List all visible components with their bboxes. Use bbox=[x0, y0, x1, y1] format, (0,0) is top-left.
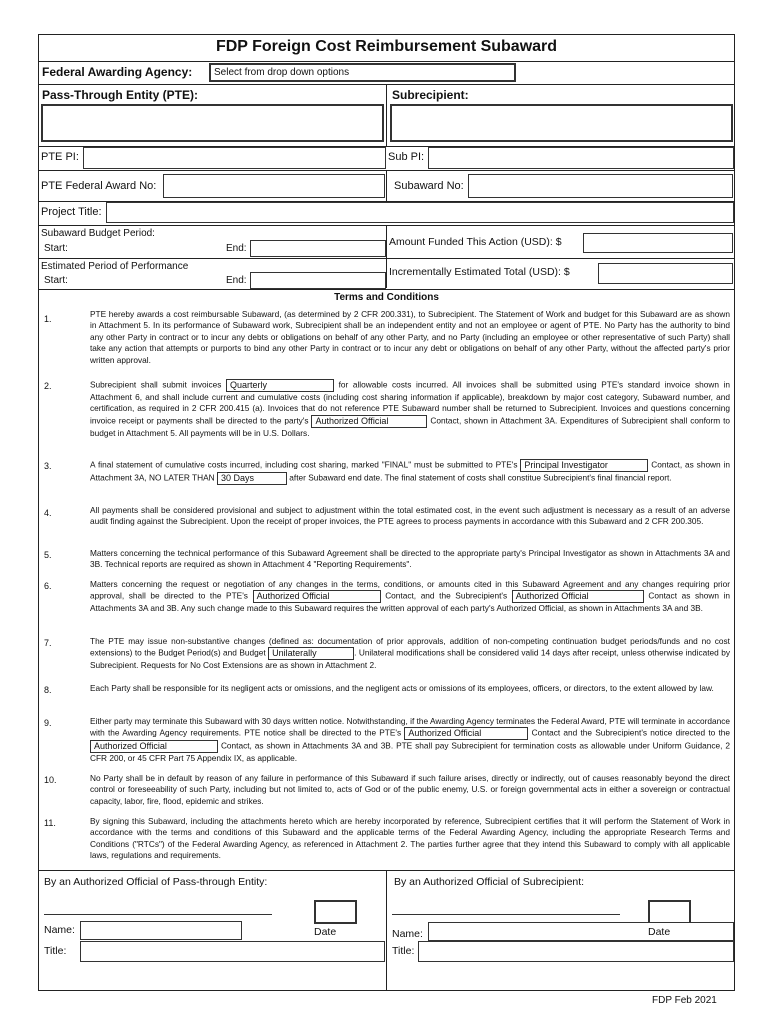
pte-award-no-field[interactable] bbox=[163, 174, 385, 198]
subaward-no-label: Subaward No: bbox=[394, 180, 464, 192]
sub-date-field[interactable] bbox=[648, 900, 691, 924]
divider bbox=[386, 225, 387, 288]
invoice-contact-field[interactable]: Authorized Official bbox=[311, 415, 427, 428]
sub-title-label: Title: bbox=[392, 945, 415, 957]
term-number: 11. bbox=[44, 818, 56, 828]
term-6-text-c: Contact as shown in Attachments 3A and 3B. Any such change made to this Subaward requires the written approval of each party's Authorized Official, as shown in Attachments 3A and 3B. bbox=[90, 591, 731, 614]
term-2-text bbox=[90, 379, 730, 439]
project-title-field[interactable] bbox=[106, 202, 734, 223]
pte-date-label: Date bbox=[314, 926, 337, 938]
sub-signature-line[interactable] bbox=[392, 914, 620, 915]
pte-signer-title-field[interactable] bbox=[80, 941, 385, 962]
form-title: FDP Foreign Cost Reimbursement Subaward bbox=[215, 38, 558, 55]
pte-name-field[interactable] bbox=[41, 104, 384, 142]
divider bbox=[386, 84, 387, 147]
term-3-text-b: Contact, as shown in Attachment 3A, NO LATER THAN bbox=[90, 459, 730, 483]
pte-label: Pass-Through Entity (PTE): bbox=[42, 88, 198, 102]
sub-change-contact-field[interactable]: Authorized Official bbox=[512, 590, 644, 603]
pte-name-label: Name: bbox=[44, 924, 75, 936]
subrecipient-name-field[interactable] bbox=[390, 104, 733, 142]
budget-start-label: Start: bbox=[44, 243, 68, 254]
term-number: 6. bbox=[44, 581, 52, 591]
term-2-text-c: Contact, shown in Attachment 3A. Expenditures of Subrecipient shall conform to budget in Attachment 5. All payments will be in U.S. Dollars. bbox=[90, 415, 731, 438]
subaward-no-field[interactable] bbox=[468, 174, 733, 198]
performance-period-label: Estimated Period of Performance bbox=[41, 261, 189, 272]
term-6-text-b: Contact, and the Subrecipient's bbox=[385, 591, 508, 602]
pte-date-field[interactable] bbox=[314, 900, 357, 924]
pte-signer-name-field[interactable] bbox=[80, 921, 242, 940]
pte-signature-heading: By an Authorized Official of Pass-through Entity: bbox=[44, 876, 268, 888]
term-number: 10. bbox=[44, 775, 57, 785]
term-number: 3. bbox=[44, 461, 52, 471]
final-statement-contact-field[interactable]: Principal Investigator bbox=[520, 459, 648, 472]
pte-title-label: Title: bbox=[44, 945, 67, 957]
term-number: 5. bbox=[44, 550, 52, 560]
budget-end-label: End: bbox=[226, 243, 247, 254]
term-6-text-a: Matters concerning the request or negotiation of any changes in the terms, conditions, or amounts cited in this Subaward Agreement and any changes requiring prior approval, shall be directed to the PTE's bbox=[90, 579, 730, 602]
sub-pi-field[interactable] bbox=[428, 147, 734, 169]
divider bbox=[38, 61, 735, 62]
term-4-text: All payments shall be considered provisional and subject to adjustment within the total estimated cost, in the event such adjustment is necessary as a result of an adverse audit finding against the Subrecipient. Upon the receipt of proper invoices, the PTE agrees to process payments in accordance with this Subaward and 2 CFR 200.305. bbox=[90, 505, 730, 527]
term-9-text-c: Contact, as shown in Attachments 3A and 3B. PTE shall pay Subrecipient for termination costs as allowable under Uniform Guidance, 2 CFR 200, or 45 CFR Part 75 Appendix IX, as applicable. bbox=[90, 741, 730, 764]
terms-heading: Terms and Conditions bbox=[334, 292, 439, 303]
term-11-text: By signing this Subaward, including the attachments hereto which are hereby incorporated by reference, Subrecipient certifies that it will perform the Statement of Work in accordance with the terms and conditions of this Subaward and the applicable terms of the Federal Awarding Agency, including the appropriate Research Terms and Conditions ("RTCs") of the Federal Awarding Agency, as referenced in Attachment 2. The parties further agree that they intend this Subaward to comply with all applicable laws, regulations and requirements. bbox=[90, 816, 730, 861]
budget-change-method-field[interactable]: Unilaterally bbox=[268, 647, 354, 660]
pte-award-no-label: PTE Federal Award No: bbox=[41, 180, 157, 192]
term-number: 7. bbox=[44, 638, 52, 648]
invoice-frequency-field[interactable]: Quarterly bbox=[226, 379, 334, 392]
final-statement-deadline-field[interactable]: 30 Days bbox=[217, 472, 287, 485]
term-2-text-b: for allowable costs incurred. All invoices shall be submitted using PTE's standard invoice shown in Attachment 6, and shall include current and cumulative costs (including cost sharing information if applicable), breakdown by major cost category, Subaward number, and certification, as required in 2 CFR 200.415 (a). Invoices that do not reference PTE Subaward number shall be returned to Subrecipient. Invoices and questions concerning invoice receipt or payments shall be directed to the party's bbox=[90, 379, 730, 426]
sub-signature-heading: By an Authorized Official of Subrecipient: bbox=[394, 876, 585, 888]
divider bbox=[38, 289, 735, 290]
sub-date-label: Date bbox=[648, 926, 671, 938]
performance-end-field[interactable] bbox=[250, 272, 386, 289]
term-3-text-a: A final statement of cumulative costs incurred, including cost sharing, marked "FINAL" must be submitted to PTE's bbox=[90, 459, 518, 470]
divider bbox=[38, 258, 735, 259]
pte-change-contact-field[interactable]: Authorized Official bbox=[253, 590, 381, 603]
term-1-text: PTE hereby awards a cost reimbursable Subaward, (as determined by 2 CFR 200.331), to Subrecipient. The Statement of Work and budget for this Subaward are as shown in Attachment 5. In its performance of Subaward work, Subrecipient shall be an independent entity and not an employee or agent of PTE. No Party has the authority to bind any other Party in contract or to incur any debts or obligations on behalf of any other Party, and no Party (including an employee or other representative of such Party) shall take any action that attempts or purports to bind any other Party in contract or to incur any debt or obligations on behalf of any other Party, without the affected party's prior written approval. bbox=[90, 309, 730, 365]
incremental-total-label: Incrementally Estimated Total (USD): $ bbox=[389, 266, 570, 278]
sub-signer-name-field[interactable] bbox=[428, 922, 734, 941]
pte-pi-label: PTE PI: bbox=[41, 151, 79, 163]
term-9-text-b: Contact and the Subrecipient's notice directed to the bbox=[531, 728, 731, 739]
term-10-text: No Party shall be in default by reason of any failure in performance of this Subaward if such failure arises, directly or indirectly, out of causes reasonably beyond the direct control or foreseeability of such Party, including but not limited to, acts of God or of the public enemy, U.S. or foreign governmental acts in either a sovereign or contractual capacity, labor, fire, flood, epidemic and strikes. bbox=[90, 773, 730, 806]
term-3-text bbox=[90, 459, 730, 485]
performance-end-label: End: bbox=[226, 275, 247, 286]
divider bbox=[386, 870, 387, 991]
term-number: 8. bbox=[44, 685, 52, 695]
sub-pi-label: Sub PI: bbox=[388, 151, 425, 163]
term-8-text: Each Party shall be responsible for its negligent acts or omissions, and the negligent acts or omissions of its employees, officers, or directors, to the extent allowed by law. bbox=[90, 683, 714, 693]
term-number: 4. bbox=[44, 508, 52, 518]
term-number: 2. bbox=[44, 381, 52, 391]
sub-signer-title-field[interactable] bbox=[418, 941, 734, 962]
divider bbox=[386, 170, 387, 201]
sub-name-label: Name: bbox=[392, 928, 423, 940]
pte-signature-line[interactable] bbox=[44, 914, 272, 915]
footer-version: FDP Feb 2021 bbox=[652, 995, 717, 1006]
federal-awarding-agency-dropdown[interactable]: Select from drop down options bbox=[209, 63, 516, 82]
term-6-text bbox=[90, 579, 730, 615]
term-7-text bbox=[90, 636, 730, 672]
pte-termination-contact-field[interactable]: Authorized Official bbox=[404, 727, 528, 740]
amount-funded-label: Amount Funded This Action (USD): $ bbox=[389, 236, 562, 248]
term-number: 9. bbox=[44, 718, 52, 728]
term-5-text: Matters concerning the technical performance of this Subaward Agreement shall be directed to the appropriate party's Principal Investigator as shown in Attachments 3A and 3B. Technical reports are required as shown in Attachment 4 "Reporting Requirements". bbox=[90, 548, 730, 570]
amount-funded-field[interactable] bbox=[583, 233, 733, 253]
budget-end-field[interactable] bbox=[250, 240, 386, 257]
incremental-total-field[interactable] bbox=[598, 263, 733, 284]
term-9-text bbox=[90, 716, 730, 765]
term-7-text-b: . Unilateral modifications shall be considered valid 14 days after receipt, unless otherwise indicated by Subrecipient. Requests for No Cost Extensions are as shown in Attachment 2. bbox=[90, 648, 730, 671]
term-9-text-a: Either party may terminate this Subaward with 30 days written notice. Notwithstanding, if the Awarding Agency terminates the Federal Award, PTE will terminate in accordance with the Awarding Agency requirements. PTE notice shall be directed to the PTE's bbox=[90, 716, 730, 739]
term-2-text-a: Subrecipient shall submit invoices bbox=[90, 379, 222, 390]
project-title-label: Project Title: bbox=[41, 206, 102, 218]
subrecipient-label: Subrecipient: bbox=[392, 88, 469, 102]
sub-termination-contact-field[interactable]: Authorized Official bbox=[90, 740, 218, 753]
pte-pi-field[interactable] bbox=[83, 147, 386, 169]
budget-period-label: Subaward Budget Period: bbox=[41, 228, 155, 239]
federal-awarding-agency-label: Federal Awarding Agency: bbox=[42, 65, 193, 79]
term-number: 1. bbox=[44, 314, 52, 324]
term-3-text-c: after Subaward end date. The final statement of costs shall constitue Subrecipient's final financial report. bbox=[289, 472, 672, 483]
term-7-text-a: The PTE may issue non-substantive changes (defined as: documentation of prior approvals, addition of non-competing continuation budget periods/funds and no cost extensions) to the Budget Period(s) and Budget bbox=[90, 636, 730, 659]
performance-start-label: Start: bbox=[44, 275, 68, 286]
